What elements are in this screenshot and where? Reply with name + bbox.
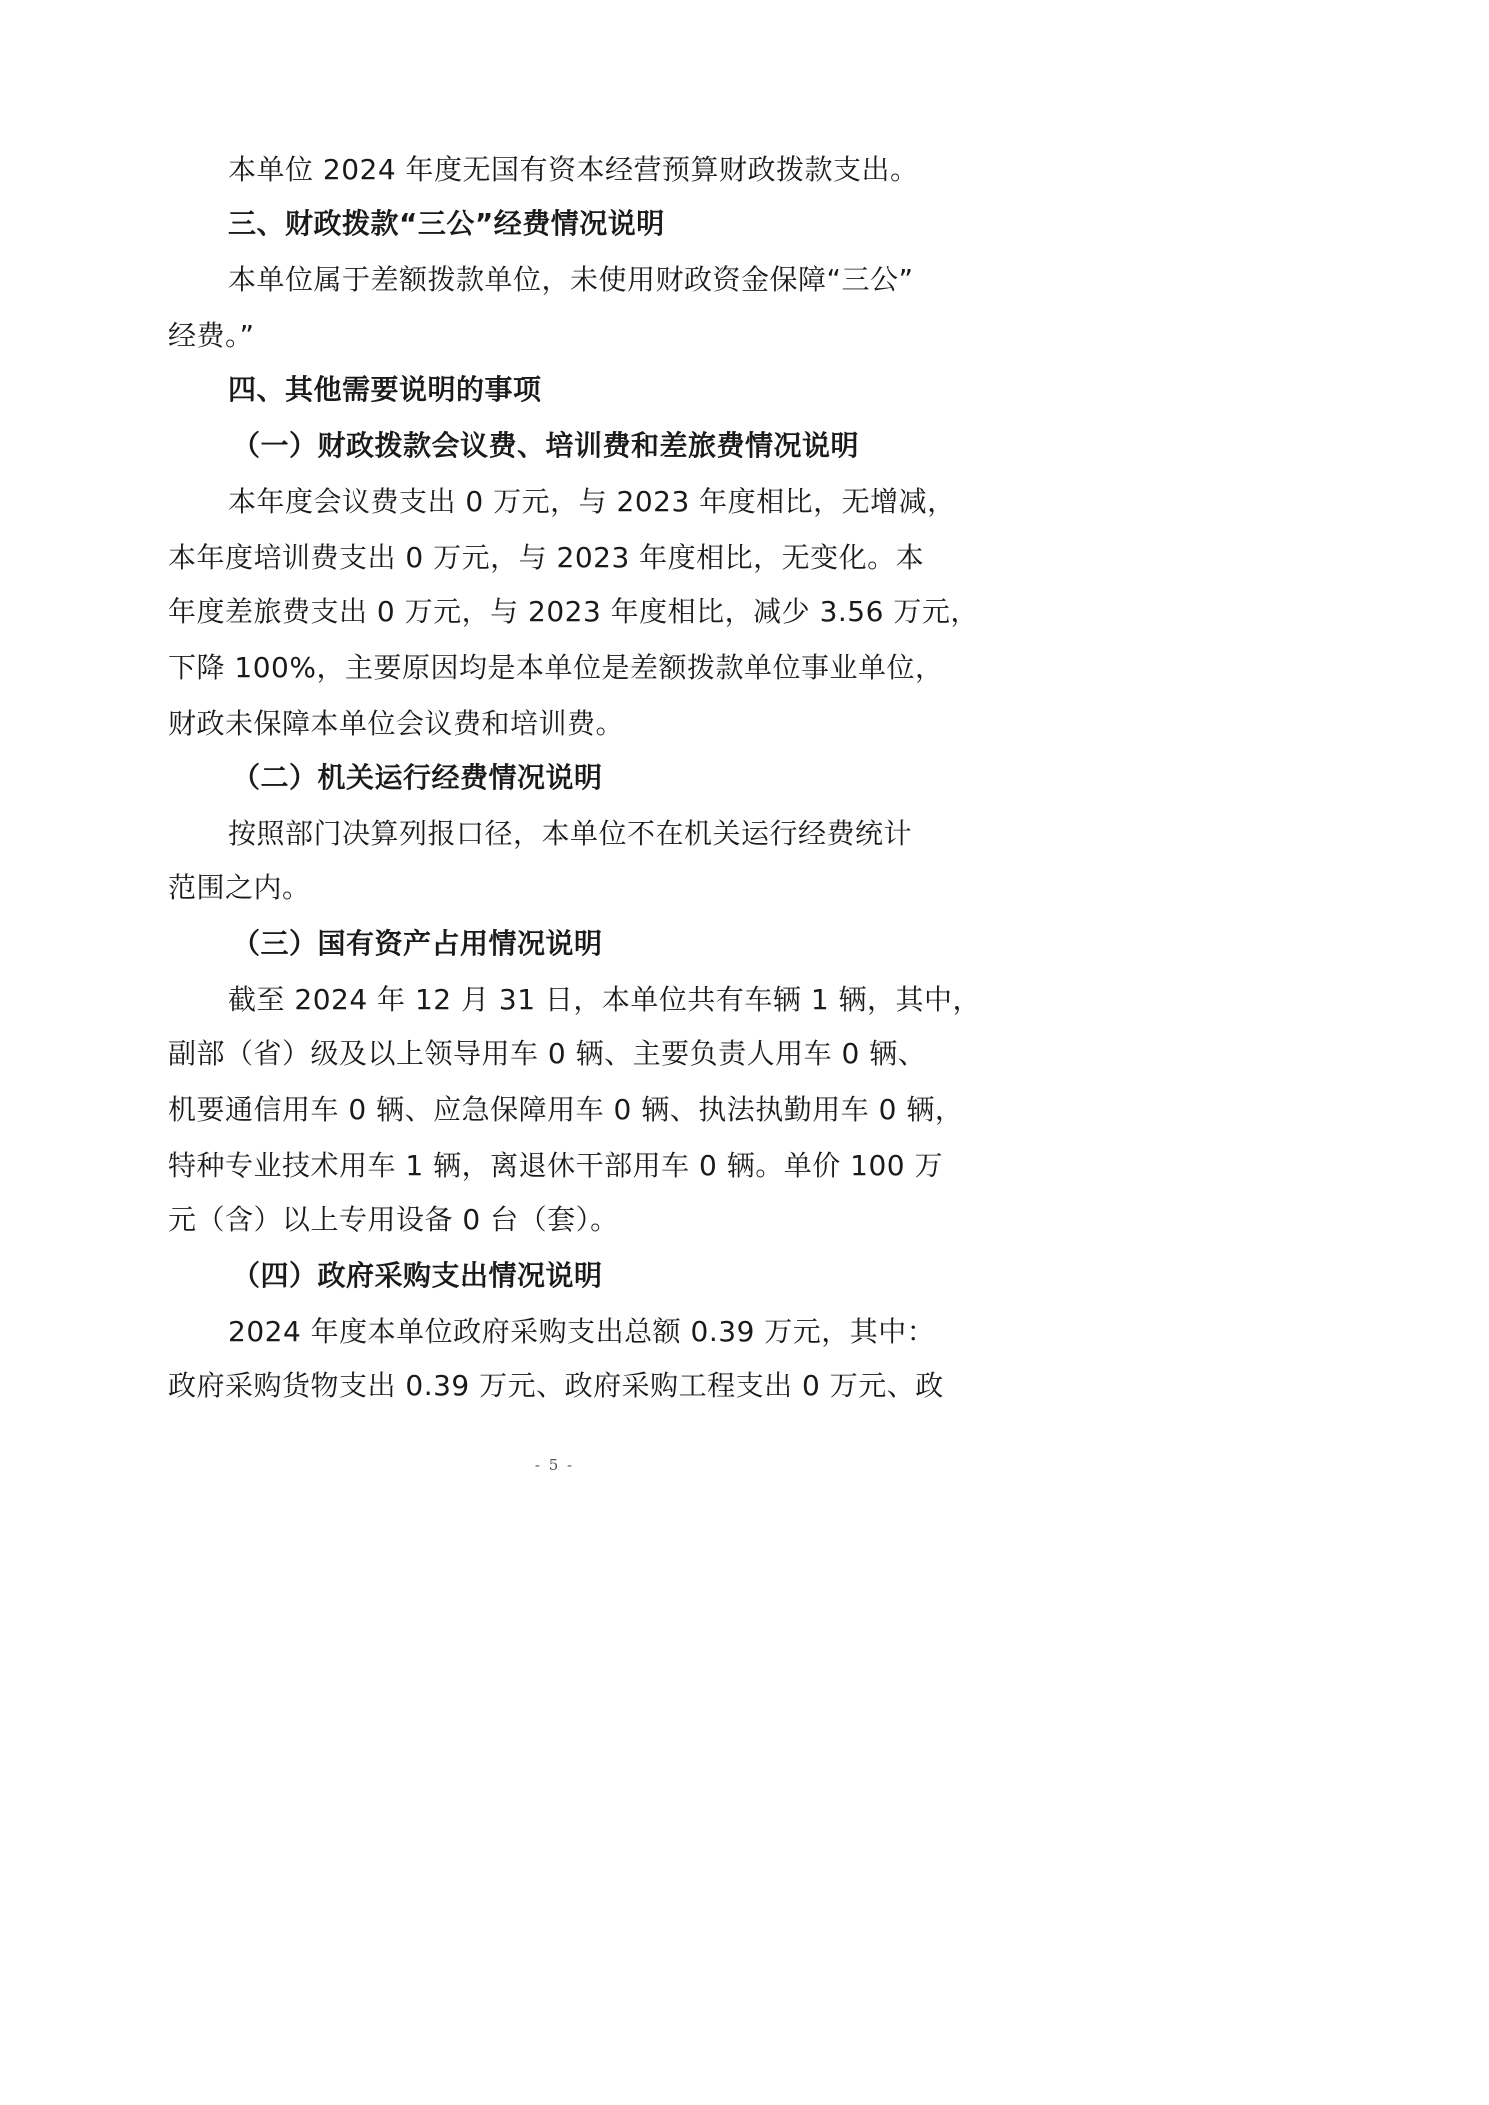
paragraph-line: 下降 100%，主要原因均是本单位是差额拨款单位事业单位， [168, 651, 944, 684]
paragraph-line: 政府采购货物支出 0.39 万元、政府采购工程支出 0 万元、政 [168, 1369, 944, 1402]
subsection-heading-1: （一）财政拨款会议费、培训费和差旅费情况说明 [232, 429, 860, 462]
section-heading-three: 三、财政拨款“三公”经费情况说明 [228, 207, 665, 240]
page-number: - 5 - [534, 1456, 575, 1474]
paragraph-line: 截至 2024 年 12 月 31 日，本单位共有车辆 1 辆，其中， [228, 983, 982, 1016]
paragraph-line: 本单位属于差额拨款单位，未使用财政资金保障“三公” [228, 263, 914, 296]
subsection-heading-3: （三）国有资产占用情况说明 [232, 927, 603, 960]
paragraph-line: 本年度会议费支出 0 万元，与 2023 年度相比，无增减， [228, 485, 956, 518]
paragraph-line: 本年度培训费支出 0 万元，与 2023 年度相比，无变化。本 [168, 541, 925, 574]
paragraph-line: 2024 年度本单位政府采购支出总额 0.39 万元，其中： [228, 1315, 936, 1348]
subsection-heading-2: （二）机关运行经费情况说明 [232, 761, 603, 794]
paragraph-line: 特种专业技术用车 1 辆，离退休干部用车 0 辆。单价 100 万 [168, 1149, 943, 1182]
paragraph-line: 元（含）以上专用设备 0 台（套）。 [168, 1203, 619, 1236]
section-heading-four: 四、其他需要说明的事项 [228, 373, 542, 406]
paragraph-line: 经费。” [168, 319, 255, 352]
subsection-heading-4: （四）政府采购支出情况说明 [232, 1259, 603, 1292]
paragraph-line: 本单位 2024 年度无国有资本经营预算财政拨款支出。 [228, 153, 919, 186]
paragraph-line: 财政未保障本单位会议费和培训费。 [168, 707, 625, 740]
paragraph-line: 年度差旅费支出 0 万元，与 2023 年度相比，减少 3.56 万元， [168, 595, 979, 628]
paragraph-line: 按照部门决算列报口径，本单位不在机关运行经费统计 [228, 817, 913, 850]
paragraph-line: 副部（省）级及以上领导用车 0 辆、主要负责人用车 0 辆、 [168, 1037, 927, 1070]
paragraph-line: 机要通信用车 0 辆、应急保障用车 0 辆、执法执勤用车 0 辆， [168, 1093, 964, 1126]
paragraph-line: 范围之内。 [168, 871, 311, 904]
